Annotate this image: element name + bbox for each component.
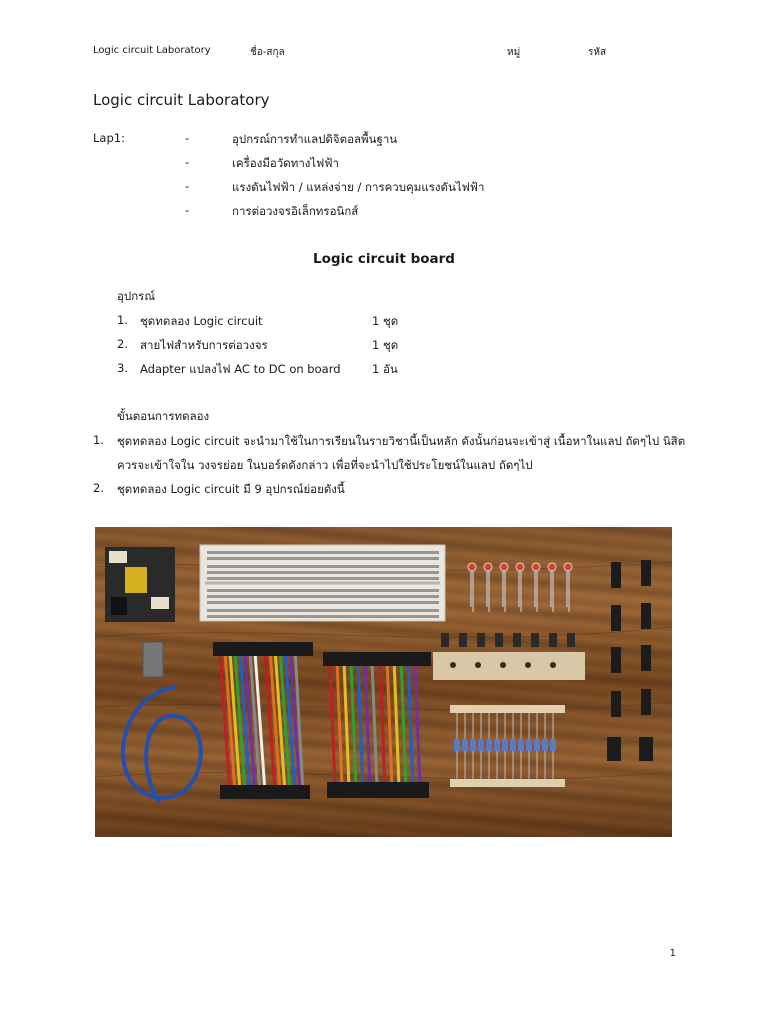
jumper-wires-male	[213, 642, 313, 799]
kit-components-photo	[95, 527, 672, 837]
section-title: Logic circuit board	[313, 251, 455, 267]
header-name-label: ชื่อ-สกุล	[250, 47, 285, 58]
equipment-num: 3.	[117, 361, 128, 375]
lab-bullet: -	[185, 179, 190, 193]
procedure-step-num: 1.	[93, 433, 104, 447]
push-buttons	[433, 633, 585, 680]
header-id-label: รหัส	[588, 47, 607, 58]
equipment-qty: 1 ชุด	[372, 314, 399, 328]
equipment-name: ชุดทดลอง Logic circuit	[140, 314, 263, 328]
lab-item: การต่อวงจรอิเล็กทรอนิกส์	[232, 204, 359, 218]
page-number: 1	[669, 948, 676, 959]
equipment-name: Adapter แปลงไฟ AC to DC on board	[140, 362, 341, 376]
lab-label: Lap1:	[93, 131, 125, 145]
equipment-heading: อุปกรณ์	[117, 289, 156, 303]
lab-item: เครื่องมือวัดทางไฟฟ้า	[232, 156, 339, 170]
ic-chips	[607, 560, 653, 761]
equipment-qty: 1 ชุด	[372, 338, 399, 352]
page-title: Logic circuit Laboratory	[93, 91, 270, 109]
header-group-label: หมู่	[507, 47, 521, 58]
lab-bullet: -	[185, 131, 190, 145]
resistors	[450, 705, 565, 787]
lab-item: แรงดันไฟฟ้า / แหล่งจ่าย / การควบคุมแรงดันไฟฟ้า	[232, 180, 485, 194]
procedure-step-text: ชุดทดลอง Logic circuit มี 9 อุปกรณ์ย่อยดังนี้	[117, 482, 345, 496]
procedure-step-num: 2.	[93, 481, 104, 495]
procedure-step-text: ชุดทดลอง Logic circuit จะนำมาใช้ในการเรียนในรายวิชานี้เป็นหลัก ดังนั้นก่อนจะเข้าสู่ เนื้อหาในแลป ถัดๆไป นิสิต	[117, 434, 686, 448]
lab-bullet: -	[185, 203, 190, 217]
equipment-name: สายไฟสำหรับการต่อวงจร	[140, 338, 268, 352]
lab-bullet: -	[185, 155, 190, 169]
breadboard	[200, 545, 445, 621]
jumper-wires-female	[323, 652, 431, 798]
power-module	[105, 547, 175, 622]
header-course: Logic circuit Laboratory	[93, 45, 211, 56]
equipment-num: 1.	[117, 313, 128, 327]
procedure-step-text: ควรจะเข้าใจใน วงจรย่อย ในบอร์ดดังกล่าว เพื่อที่จะนำไปใช้ประโยชน์ในแลป ถัดๆไป	[117, 458, 533, 472]
usb-cable	[123, 642, 201, 802]
leds	[468, 563, 572, 612]
lab-item: อุปกรณ์การทำแลปดิจิตอลพื้นฐาน	[232, 132, 398, 146]
equipment-qty: 1 อัน	[372, 362, 398, 376]
equipment-num: 2.	[117, 337, 128, 351]
procedure-heading: ขั้นตอนการทดลอง	[117, 409, 210, 423]
